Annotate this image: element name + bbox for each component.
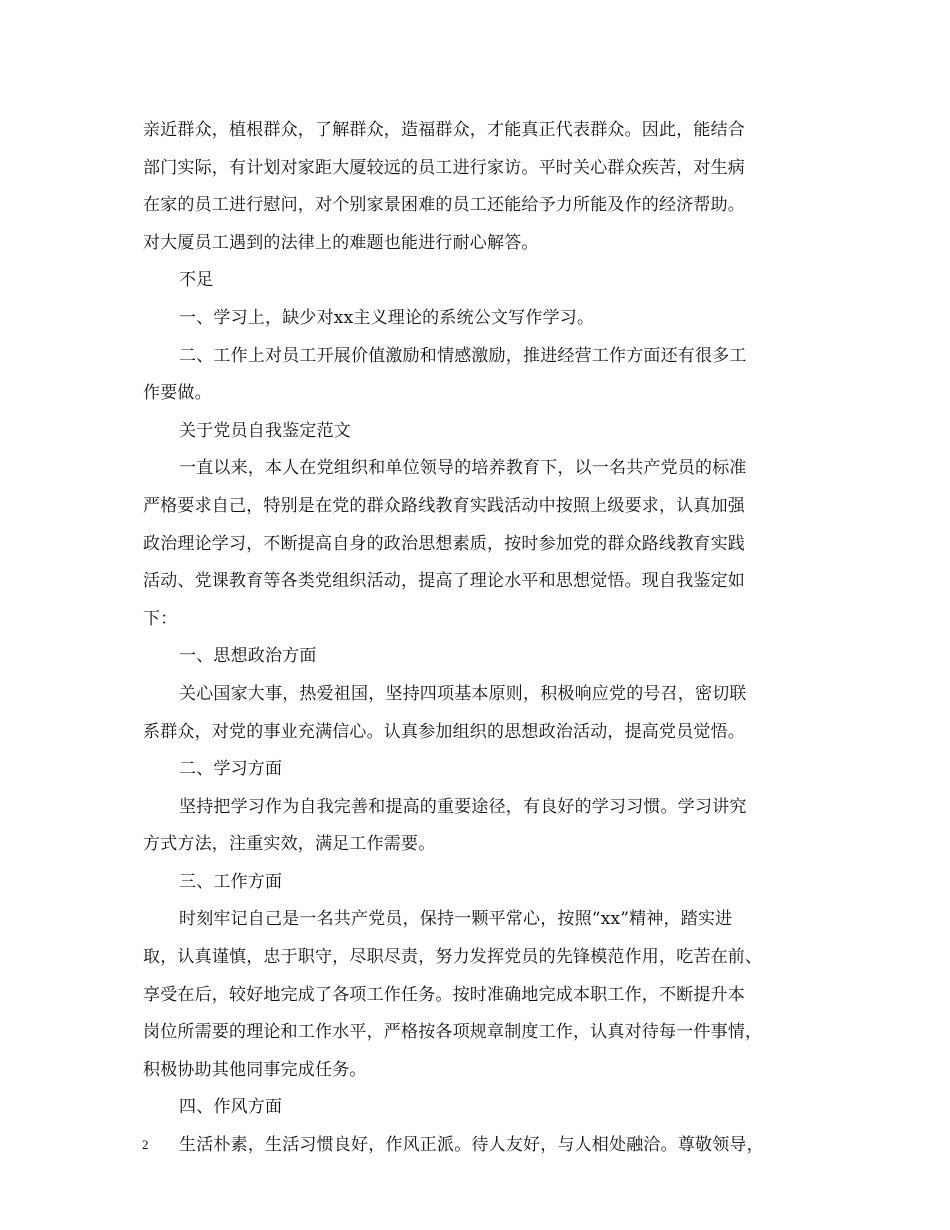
text-line: 亲近群众，植根群众，了解群众，造福群众，才能真正代表群众。因此，能结合 <box>143 120 745 140</box>
text-line: 积极协助其他同事完成任务。 <box>143 1059 367 1080</box>
text-line: 作要做。 <box>143 383 212 404</box>
text-line: 时刻牢记自己是一名共产党员，保持一颗平常心，按照“xx”精神，踏实进 <box>179 909 733 930</box>
text-line: 一直以来，本人在党组织和单位领导的培养教育下，以一名共产党员的标准 <box>179 458 747 479</box>
text-line: 在家的员工进行慰问，对个别家景困难的员工还能给予力所能及作的经济帮助。 <box>143 195 745 216</box>
section-heading-shortcomings: 不足 <box>179 270 214 291</box>
text-line: 严格要求自己，特别是在党的群众路线教育实践活动中按照上级要求，认真加强 <box>143 495 745 516</box>
text-line: 岗位所需要的理论和工作水平，严格按各项规章制度工作，认真对待每一件事情， <box>143 1022 763 1043</box>
text-line: 享受在后，较好地完成了各项工作任务。按时准确地完成本职工作，不断提升本 <box>143 984 745 1005</box>
text-line: 坚持把学习作为自我完善和提高的重要途径，有良好的学习习惯。学习讲究 <box>179 796 747 817</box>
section-heading-study: 二、学习方面 <box>179 759 283 780</box>
page-number: 2 <box>142 1137 149 1152</box>
text-line: 系群众，对党的事业充满信心。认真参加组织的思想政治活动，提高党员觉悟。 <box>143 721 745 742</box>
section-heading-political: 一、思想政治方面 <box>179 646 317 667</box>
text-line: 部门实际，有计划对家距大厦较远的员工进行家访。平时关心群众疾苦，对生病 <box>143 157 745 178</box>
text-line: 政治理论学习，不断提高自身的政治思想素质，按时参加党的群众路线教育实践 <box>143 533 745 554</box>
text-line: 二、工作上对员工开展价值激励和情感激励，推进经营工作方面还有很多工 <box>179 345 747 366</box>
section-heading-work: 三、工作方面 <box>179 871 283 892</box>
section-heading-style: 四、作风方面 <box>179 1097 283 1118</box>
text-line: 一、学习上，缺少对xx主义理论的系统公文写作学习。 <box>179 307 595 328</box>
text-line: 活动、党课教育等各类党组织活动，提高了理论水平和思想觉悟。现自我鉴定如 <box>143 571 745 592</box>
text-line: 关心国家大事，热爱祖国，坚持四项基本原则，积极响应党的号召，密切联 <box>179 683 747 704</box>
article-title: 关于党员自我鉴定范文 <box>179 420 351 441</box>
text-line: 取，认真谨慎，忠于职守，尽职尽责，努力发挥党员的先锋模范作用，吃苦在前、 <box>143 947 763 968</box>
text-line: 方式方法，注重实效，满足工作需要。 <box>143 834 436 855</box>
document-body <box>143 112 827 1165</box>
text-line: 下： <box>143 608 178 629</box>
text-line: 对大厦员工遇到的法律上的难题也能进行耐心解答。 <box>143 232 539 253</box>
text-line: 生活朴素，生活习惯良好，作风正派。待人友好，与人相处融洽。尊敬领导， <box>179 1135 764 1156</box>
